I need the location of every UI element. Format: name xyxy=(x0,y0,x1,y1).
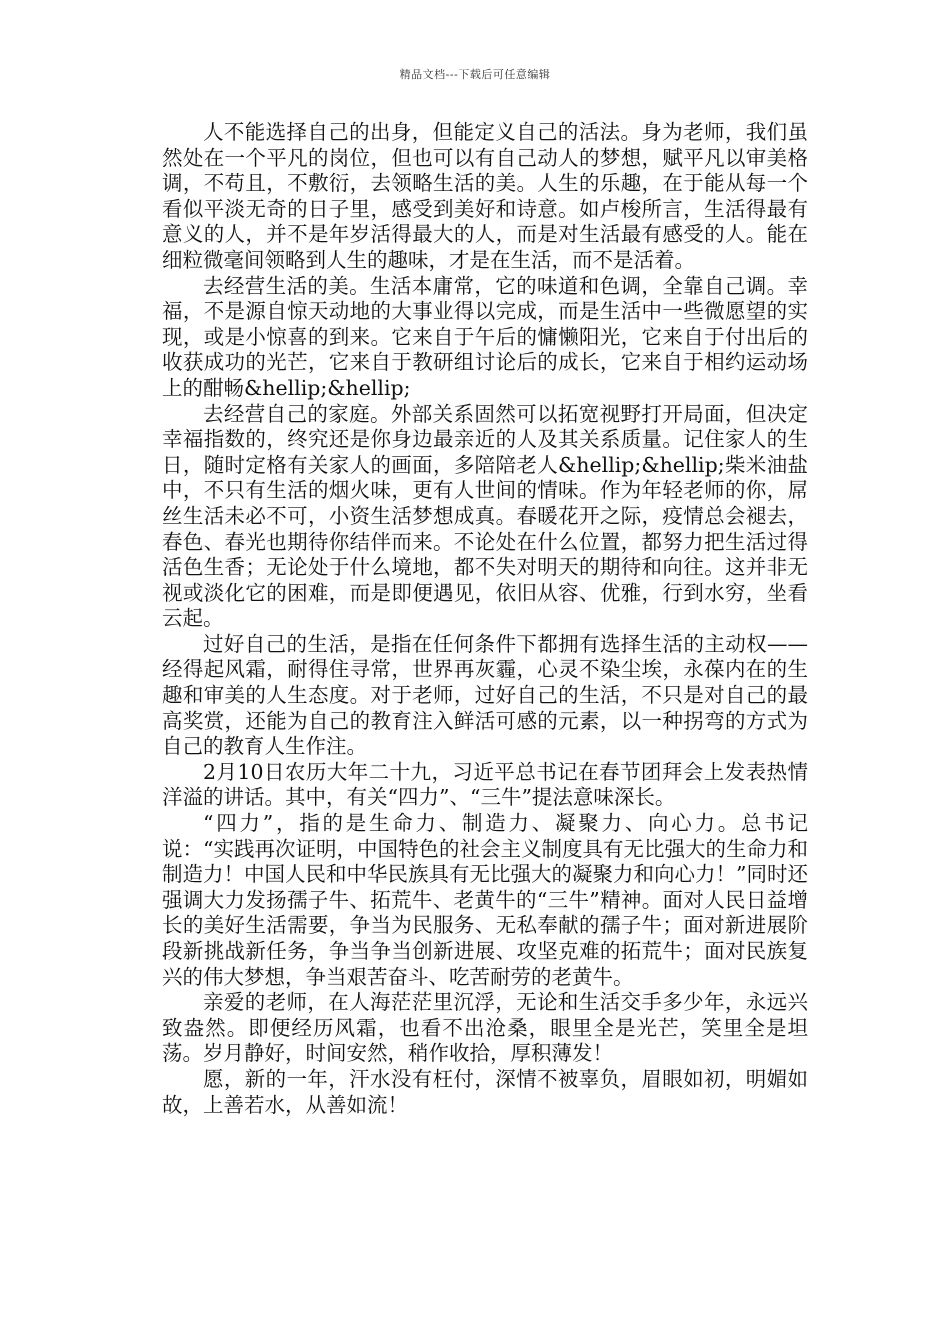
paragraph: 2月10日农历大年二十九，习近平总书记在春节团拜会上发表热情洋溢的讲话。其中，有关“四力”、“三牛”提法意味深长。 xyxy=(162,759,808,810)
page-header: 精品文档---下载后可任意编辑 xyxy=(399,68,551,81)
paragraph: 过好自己的生活，是指在任何条件下都拥有选择生活的主动权——经得起风霜，耐得住寻常，世界再灰霾，心灵不染尘埃，永葆内在的生趣和审美的人生态度。对于老师，过好自己的生活，不只是对自己的最高奖赏，还能为自己的教育注入鲜活可感的元素，以一种拐弯的方式为自己的教育人生作注。 xyxy=(162,631,808,759)
document-body xyxy=(162,120,808,1118)
paragraph: “四力”，指的是生命力、制造力、凝聚力、向心力。总书记说：“实践再次证明，中国特色的社会主义制度具有无比强大的生命力和制造力！中国人民和中华民族具有无比强大的凝聚力和向心力！”同时还强调大力发扬孺子牛、拓荒牛、老黄牛的“三牛”精神。面对人民日益增长的美好生活需要，争当为民服务、无私奉献的孺子牛；面对新进展阶段新挑战新任务，争当争当创新进展、攻坚克难的拓荒牛；面对民族复兴的伟大梦想，争当艰苦奋斗、吃苦耐劳的老黄牛。 xyxy=(162,811,808,989)
paragraph: 去经营生活的美。生活本庸常，它的味道和色调，全靠自己调。幸福，不是源自惊天动地的大事业得以完成，而是生活中一些微愿望的实现，或是小惊喜的到来。它来自于午后的慵懒阳光，它来自于付出后的收获成功的光芒，它来自于教研组讨论后的成长，它来自于相约运动场上的酣畅&hellip;&hellip; xyxy=(162,273,808,400)
paragraph: 亲爱的老师，在人海茫茫里沉浮，无论和生活交手多少年，永远兴致盎然。即便经历风霜，也看不出沧桑，眼里全是光芒，笑里全是坦荡。岁月静好，时间安然，稍作收拾，厚积薄发！ xyxy=(162,990,808,1066)
paragraph: 去经营自己的家庭。外部关系固然可以拓宽视野打开局面，但决定幸福指数的，终究还是你身边最亲近的人及其关系质量。记住家人的生日，随时定格有关家人的画面，多陪陪老人&hellip;&hellip;柴米油盐中，不只有生活的烟火味，更有人世间的情味。作为年轻老师的你，屌丝生活未必不可，小资生活梦想成真。春暖花开之际，疫情总会褪去，春色、春光也期待你结伴而来。不论处在什么位置，都努力把生活过得活色生香；无论处于什么境地，都不失对明天的期待和向往。这并非无视或淡化它的困难，而是即便遇见，依旧从容、优雅，行到水穷，坐看云起。 xyxy=(162,401,808,631)
paragraph: 愿，新的一年，汗水没有枉付，深情不被辜负，眉眼如初，明媚如故，上善若水，从善如流！ xyxy=(162,1066,808,1117)
paragraph: 人不能选择自己的出身，但能定义自己的活法。身为老师，我们虽然处在一个平凡的岗位，但也可以有自己动人的梦想，赋平凡以审美格调，不苟且，不敷衍，去领略生活的美。人生的乐趣，在于能从每一个看似平淡无奇的日子里，感受到美好和诗意。如卢梭所言，生活得最有意义的人，并不是年岁活得最大的人，而是对生活最有感受的人。能在细粒微毫间领略到人生的趣味，才是在生活，而不是活着。 xyxy=(162,120,808,272)
